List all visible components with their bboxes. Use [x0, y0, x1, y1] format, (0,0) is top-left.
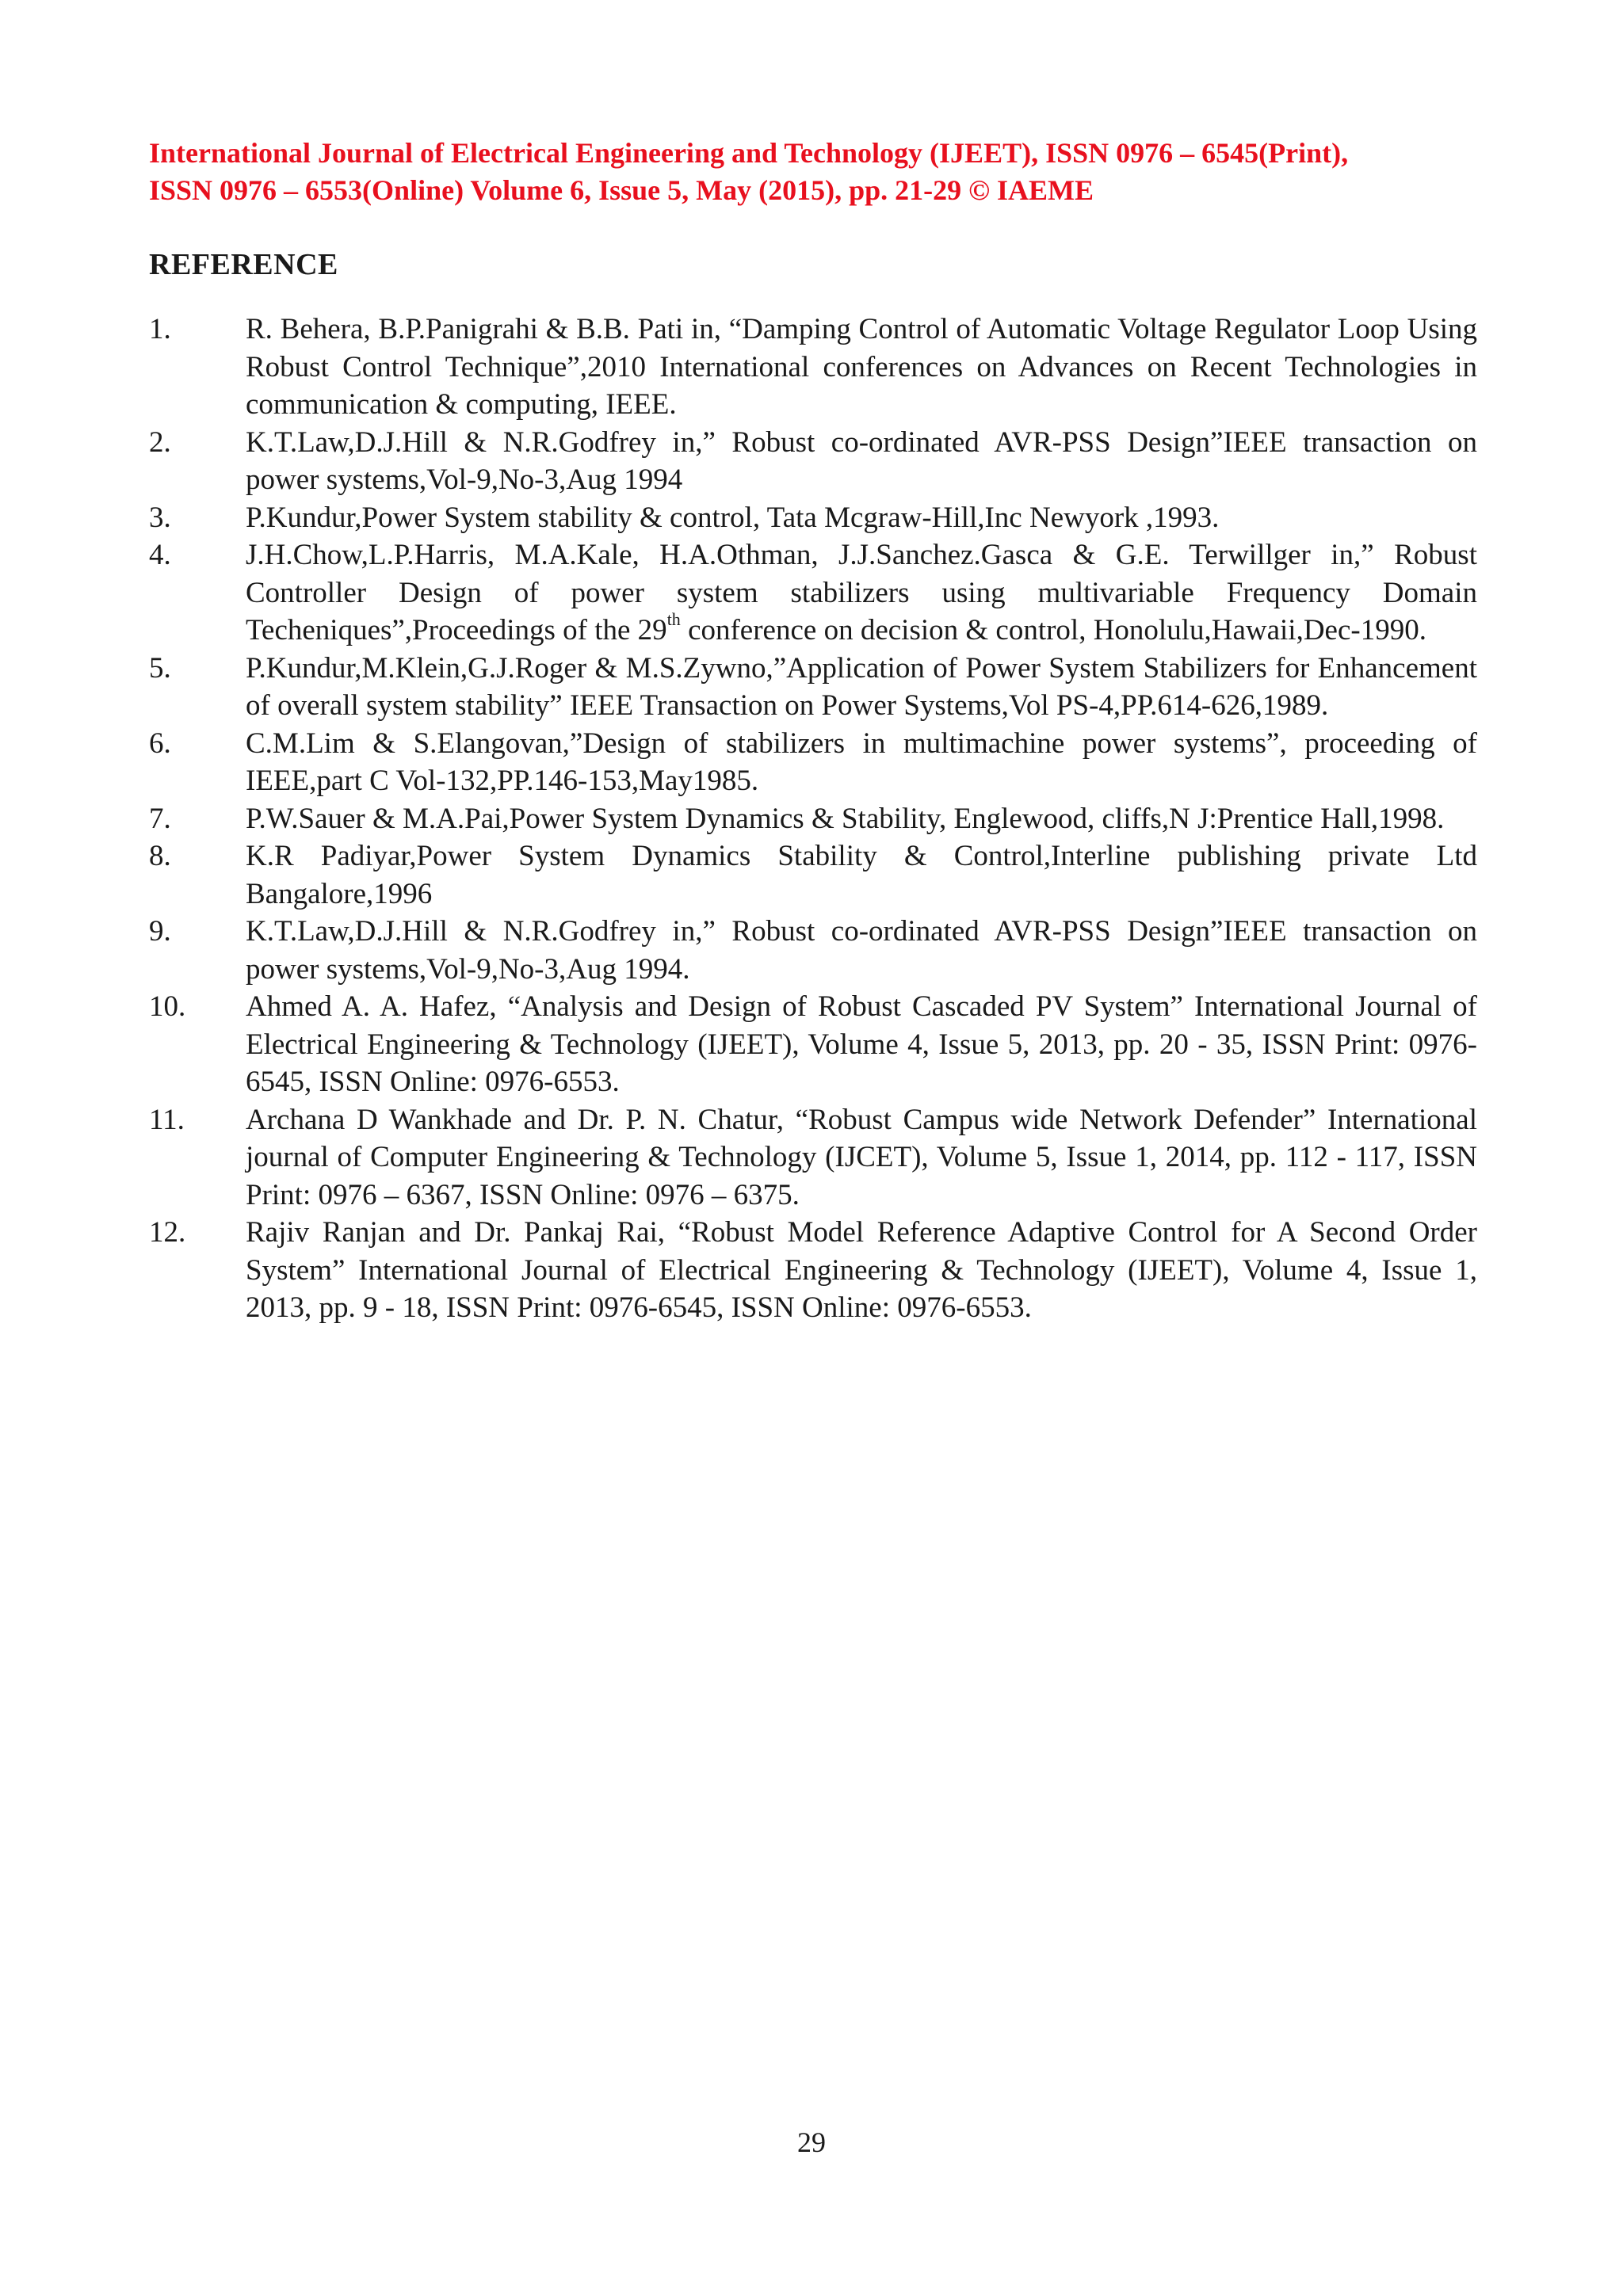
reference-number: 3. [149, 501, 171, 534]
reference-number: 8. [149, 840, 171, 872]
reference-item [149, 913, 1477, 988]
reference-item [149, 988, 1477, 1101]
reference-number: 10. [149, 990, 186, 1023]
reference-text: P.Kundur,Power System stability & control, Tata Mcgraw-Hill,Inc Newyork ,1993. [246, 501, 1220, 534]
reference-item [149, 800, 1477, 838]
reference-number: 9. [149, 915, 171, 948]
reference-text: C.M.Lim & S.Elangovan,”Design of stabilizers in multimachine power systems”, proceeding of IEEE,part C Vol-132,PP.146-153,May1985. [246, 727, 1477, 797]
reference-text: Archana D Wankhade and Dr. P. N. Chatur, “Robust Campus wide Network Defender” International journal of Computer Engineering & Technology (IJCET), Volume 5, Issue 1, 2014, pp. 112 - 117, ISSN Print: 0976 – 6367, ISSN Online: 0976 – 6375. [246, 1103, 1477, 1211]
reference-number: 5. [149, 651, 171, 685]
reference-item [149, 499, 1477, 537]
reference-item [149, 1214, 1477, 1327]
reference-text [246, 536, 1477, 650]
page-content [149, 135, 1477, 1327]
reference-text: K.R Padiyar,Power System Dynamics Stability & Control,Interline publishing private Ltd Bangalore,1996 [246, 840, 1477, 910]
reference-number: 6. [149, 727, 171, 760]
reference-text: K.T.Law,D.J.Hill & N.R.Godfrey in,” Robust co-ordinated AVR-PSS Design”IEEE transaction on power systems,Vol-9,No-3,Aug 1994 [246, 425, 1477, 496]
reference-number: 4. [149, 539, 171, 571]
reference-text: Ahmed A. A. Hafez, “Analysis and Design of Robust Cascaded PV System” International Journal of Electrical Engineering & Technology (IJEET), Volume 4, Issue 5, 2013, pp. 20 - 35, ISSN Print: 0976-6545, ISSN Online: 0976-6553. [246, 990, 1477, 1098]
reference-item [149, 536, 1477, 650]
reference-item [149, 725, 1477, 800]
reference-text: P.Kundur,M.Klein,G.J.Roger & M.S.Zywno,”Application of Power System Stabilizers for Enhancement of overall system stability” IEEE Transaction on Power Systems,Vol PS-4,PP.614-626,1989. [246, 651, 1477, 722]
reference-text-part: conference on decision & control, Honolulu,Hawaii,Dec-1990. [680, 614, 1426, 646]
section-title: REFERENCE [149, 248, 338, 281]
reference-item [149, 650, 1477, 725]
reference-text: Rajiv Ranjan and Dr. Pankaj Rai, “Robust Model Reference Adaptive Control for A Second Order System” International Journal of Electrical Engineering & Technology (IJEET), Volume 4, Issue 1, 2013, pp. 9 - 18, ISSN Print: 0976-6545, ISSN Online: 0976-6553. [246, 1216, 1477, 1324]
reference-text: R. Behera, B.P.Panigrahi & B.B. Pati in, “Damping Control of Automatic Voltage Regulator Loop Using Robust Control Technique”,2010 International conferences on Advances on Recent Technologies in communication & computing, IEEE. [246, 313, 1477, 421]
reference-number: 7. [149, 802, 171, 835]
reference-item [149, 837, 1477, 913]
reference-item [149, 311, 1477, 424]
ordinal-superscript: th [666, 609, 681, 629]
reference-text: K.T.Law,D.J.Hill & N.R.Godfrey in,” Robust co-ordinated AVR-PSS Design”IEEE transaction on power systems,Vol-9,No-3,Aug 1994. [246, 915, 1477, 986]
reference-number: 11. [149, 1103, 185, 1136]
page-number: 29 [797, 2126, 826, 2158]
reference-text-part: J.H.Chow,L.P.Harris, M.A.Kale, H.A.Othman, J.J.Sanchez.Gasca & G.E. Terwillger in,” Robust Controller Design of power system stabilizers using multivariable Frequency Domain Techeniques”,Proceedings of the 29 [246, 539, 1477, 646]
reference-number: 2. [149, 425, 171, 459]
reference-list [149, 311, 1477, 1327]
reference-number: 12. [149, 1216, 186, 1249]
journal-header-line-1: International Journal of Electrical Engineering and Technology (IJEET), ISSN 0976 – 6545(Print), [149, 137, 1349, 169]
reference-number: 1. [149, 313, 171, 345]
reference-item [149, 1101, 1477, 1215]
journal-header-line-2: ISSN 0976 – 6553(Online) Volume 6, Issue 5, May (2015), pp. 21-29 © IAEME [149, 174, 1094, 206]
reference-text: P.W.Sauer & M.A.Pai,Power System Dynamics & Stability, Englewood, cliffs,N J:Prentice Hall,1998. [246, 802, 1445, 835]
reference-item [149, 424, 1477, 499]
journal-header [149, 135, 1477, 209]
